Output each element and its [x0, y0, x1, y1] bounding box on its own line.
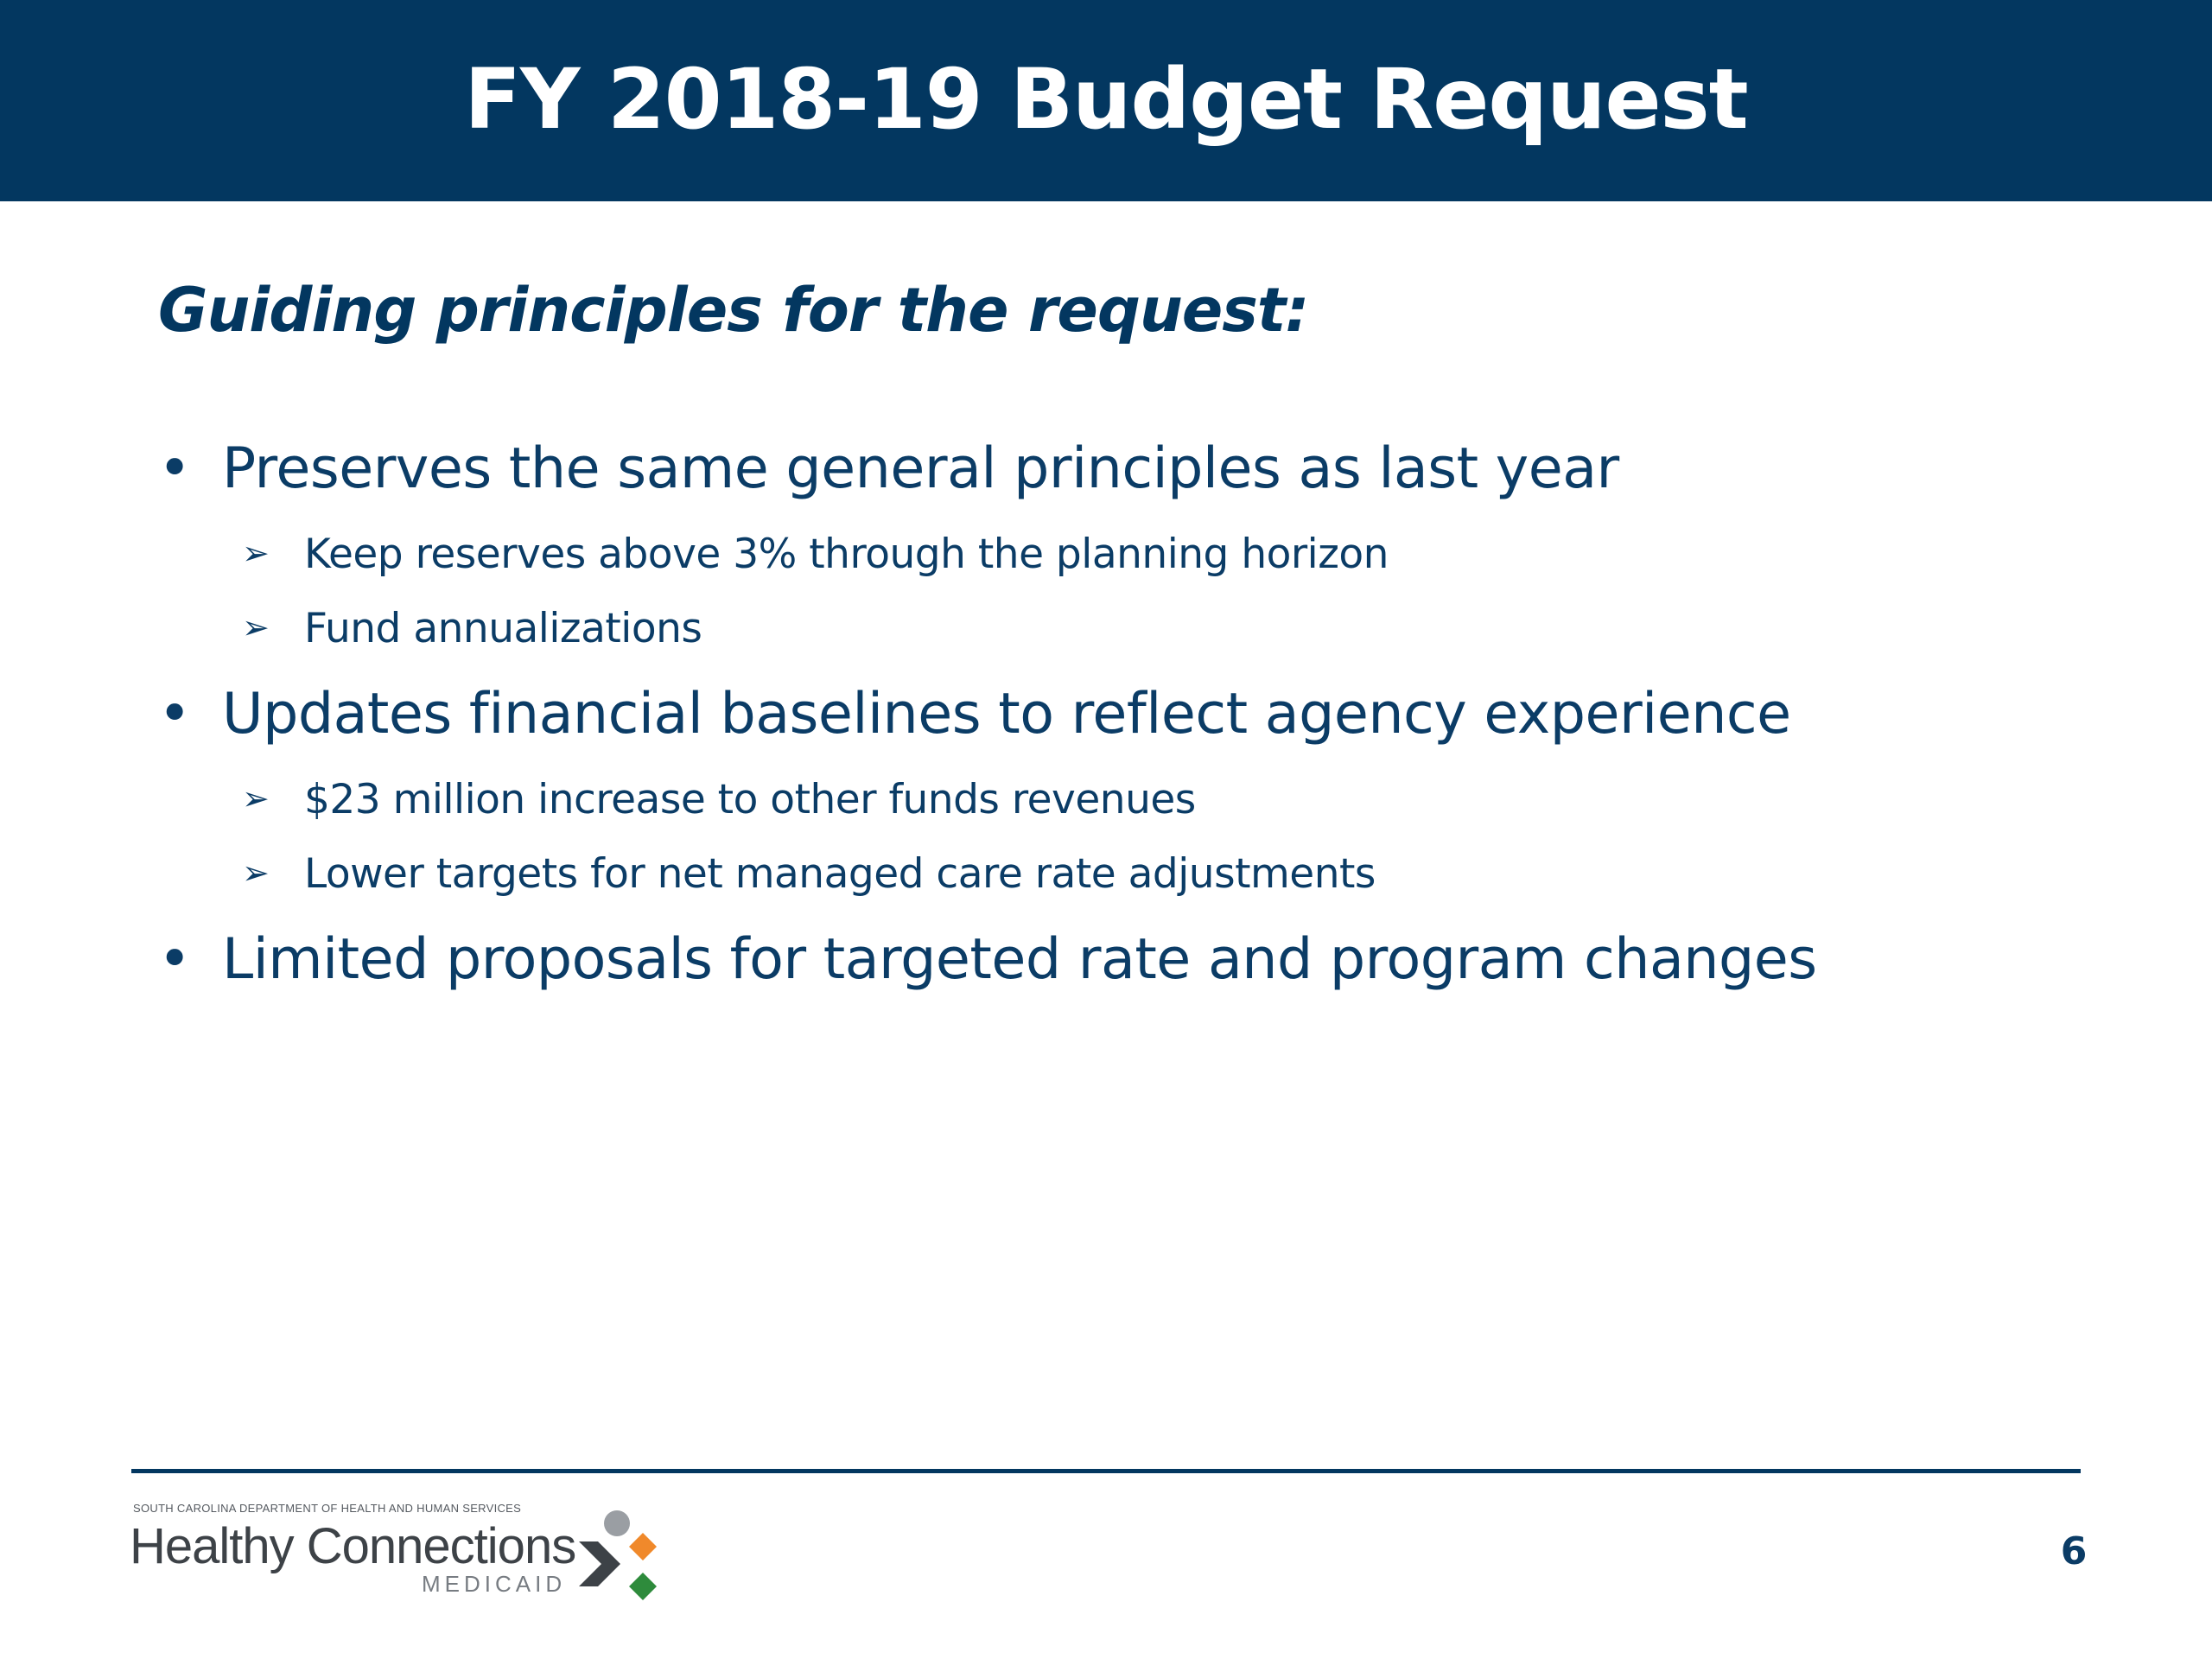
logo-brand: Healthy Connections	[130, 1518, 576, 1574]
page-number: 6	[2060, 1529, 2088, 1573]
sub-bullet-text: $23 million increase to other funds revenues	[304, 776, 1196, 823]
healthy-connections-logo	[130, 1502, 665, 1605]
arrow-bullet-icon: ➢	[242, 608, 270, 646]
bullet-text: Limited proposals for targeted rate and program changes	[222, 927, 1817, 992]
sub-bullet-text: Keep reserves above 3% through the planning horizon	[304, 531, 1389, 578]
sub-bullet-item	[242, 776, 1196, 823]
sub-bullet-item	[242, 605, 702, 652]
bullet-text: Preserves the same general principles as last year	[222, 436, 1619, 501]
slide-title: FY 2018-19 Budget Request	[464, 50, 1748, 148]
bullet-item	[158, 682, 1791, 747]
arrow-bullet-icon: ➢	[242, 854, 270, 892]
logo-program: MEDICAID	[422, 1571, 567, 1597]
slide-subtitle: Guiding principles for the request:	[158, 275, 1309, 346]
sub-bullet-text: Fund annualizations	[304, 605, 702, 652]
logo-department: SOUTH CAROLINA DEPARTMENT OF HEALTH AND HUMAN SERVICES	[133, 1502, 522, 1515]
bullet-item	[158, 436, 1619, 501]
arrow-bullet-icon: ➢	[242, 779, 270, 817]
sub-bullet-item	[242, 850, 1376, 898]
bullet-item	[158, 927, 1817, 992]
sub-bullet-item	[242, 531, 1389, 578]
healthy-connections-logo-icon	[579, 1509, 662, 1604]
bullet-glyph: •	[158, 682, 191, 747]
arrow-bullet-icon: ➢	[242, 534, 270, 572]
footer-divider	[131, 1469, 2081, 1473]
bullet-glyph: •	[158, 927, 191, 992]
bullet-text: Updates financial baselines to reflect agency experience	[222, 682, 1791, 747]
sub-bullet-text: Lower targets for net managed care rate adjustments	[304, 850, 1376, 898]
bullet-glyph: •	[158, 436, 191, 501]
